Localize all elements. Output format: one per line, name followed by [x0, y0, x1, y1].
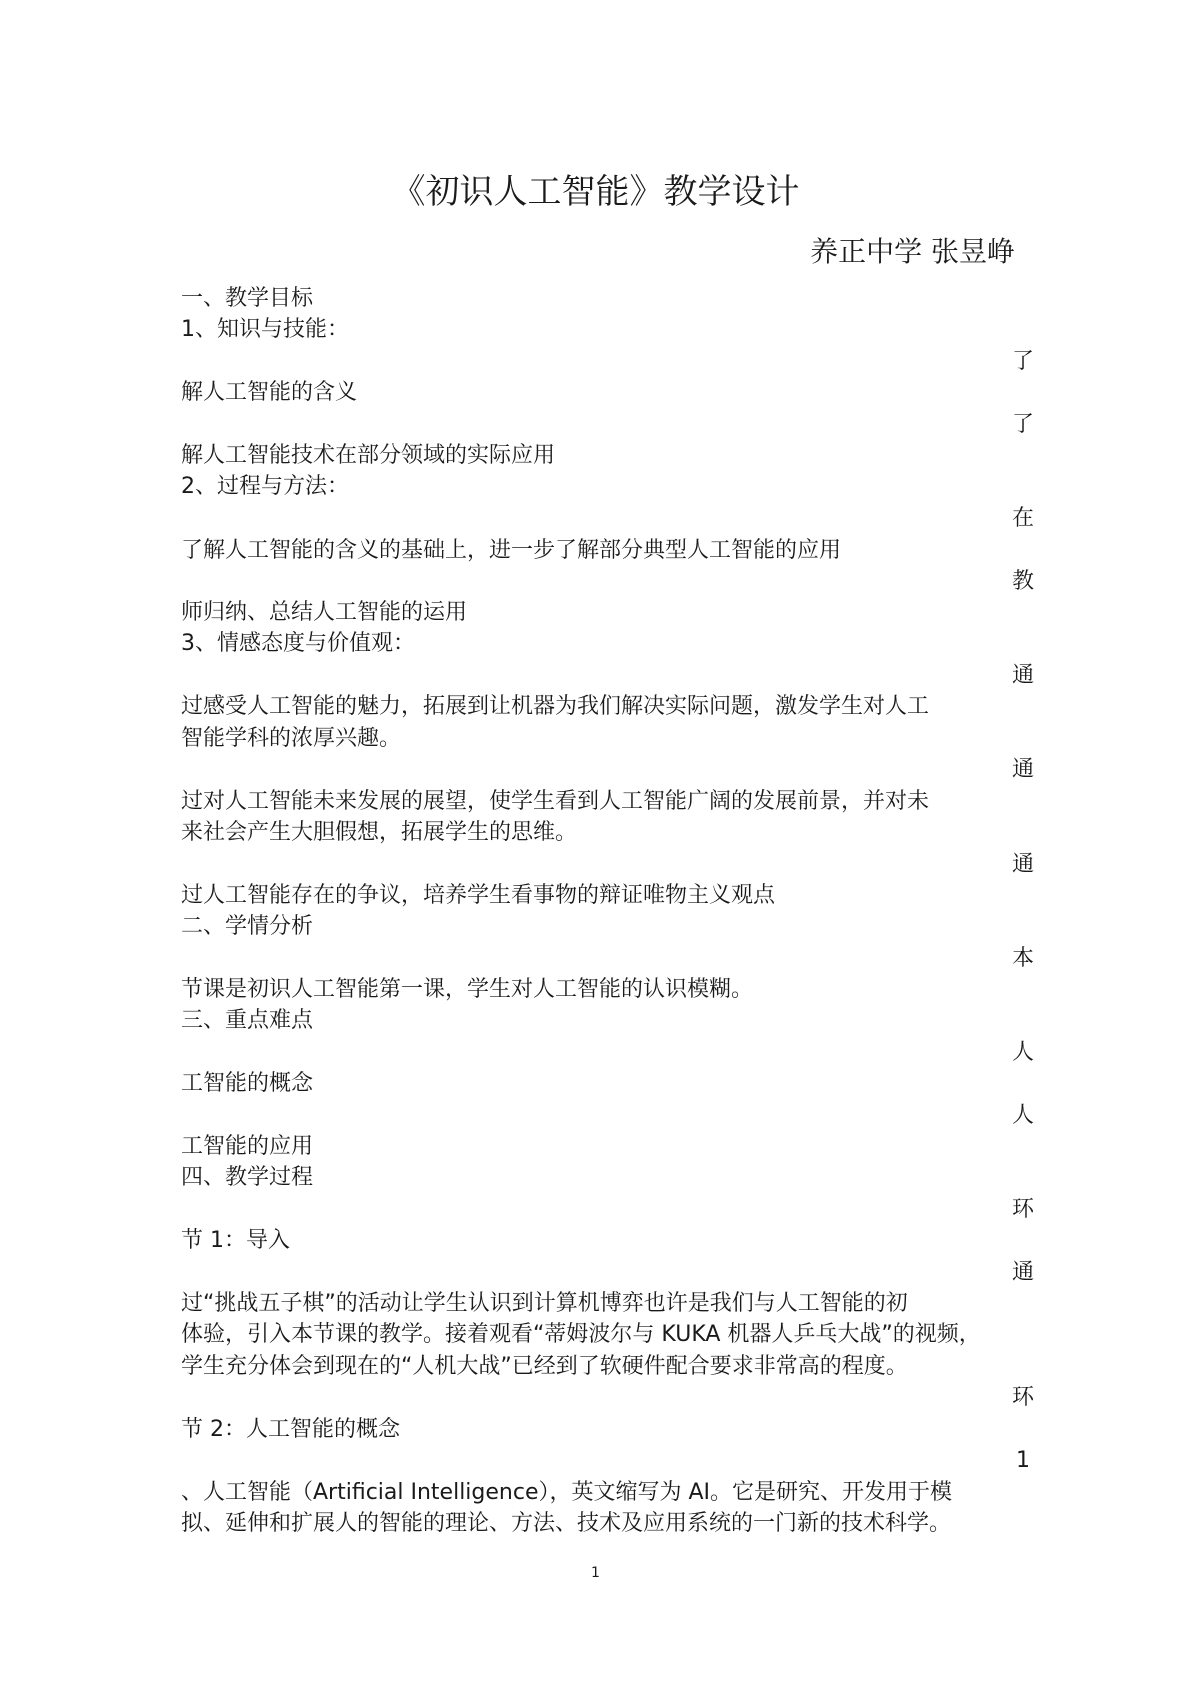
body-line: 过感受人工智能的魅力，拓展到让机器为我们解决实际问题，激发学生对人工: [181, 694, 930, 719]
body-line: 1、知识与技能：: [181, 317, 349, 342]
document-title: 《初识人工智能》教学设计: [391, 172, 800, 212]
body-line: 节 2：人工智能的概念: [181, 1417, 400, 1442]
body-line: 了解人工智能的含义的基础上，进一步了解部分典型人工智能的应用: [181, 538, 842, 563]
body-line: 智能学科的浓厚兴趣。: [181, 726, 402, 751]
body-line: 四、教学过程: [181, 1165, 314, 1190]
side-char: 1: [1016, 1448, 1030, 1473]
body-line: 过“挑战五子棋”的活动让学生认识到计算机博弈也许是我们与人工智能的初: [181, 1291, 908, 1316]
body-line: 节课是初识人工智能第一课，学生对人工智能的认识模糊。: [181, 977, 754, 1002]
body-line: 工智能的概念: [181, 1071, 314, 1096]
body-line: 解人工智能的含义: [181, 380, 358, 405]
side-char: 在: [1011, 506, 1034, 531]
body-line: 二、学情分析: [181, 914, 314, 939]
side-char: 本: [1011, 946, 1034, 971]
side-char: 环: [1011, 1385, 1034, 1410]
side-char: 人: [1011, 1103, 1034, 1128]
side-char: 通: [1011, 852, 1034, 877]
body-line: 2、过程与方法：: [181, 474, 349, 499]
body-line: 三、重点难点: [181, 1008, 314, 1033]
page-number: 1: [591, 1565, 600, 1581]
body-line: 过人工智能存在的争议，培养学生看事物的辩证唯物主义观点: [181, 883, 776, 908]
body-line: 节 1：导入: [181, 1228, 290, 1253]
document-author: 养正中学 张昱峥: [810, 235, 1015, 268]
body-line: 、人工智能（Artificial Intelligence），英文缩写为 AI。它是研究、开发用于模: [181, 1480, 953, 1505]
side-char: 环: [1011, 1197, 1034, 1222]
side-char: 人: [1011, 1040, 1034, 1065]
body-line: 一、教学目标: [181, 286, 314, 311]
side-char: 通: [1011, 663, 1034, 688]
side-char: 通: [1011, 757, 1034, 782]
side-char: 了: [1011, 412, 1034, 437]
side-char: 教: [1011, 569, 1034, 594]
body-line: 过对人工智能未来发展的展望，使学生看到人工智能广阔的发展前景，并对未: [181, 789, 930, 814]
side-char: 通: [1011, 1260, 1034, 1285]
body-line: 体验，引入本节课的教学。接着观看“蒂姆波尔与 KUKA 机器人乒乓大战”的视频，: [181, 1322, 981, 1347]
body-line: 工智能的应用: [181, 1134, 314, 1159]
side-char: 了: [1011, 349, 1034, 374]
body-line: 师归纳、总结人工智能的运用: [181, 600, 468, 625]
body-line: 解人工智能技术在部分领域的实际应用: [181, 443, 556, 468]
body-line: 学生充分体会到现在的“人机大战”已经到了软硬件配合要求非常高的程度。: [181, 1354, 908, 1379]
body-line: 3、情感态度与价值观：: [181, 631, 415, 656]
body-line: 来社会产生大胆假想，拓展学生的思维。: [181, 820, 578, 845]
body-line: 拟、延伸和扩展人的智能的理论、方法、技术及应用系统的一门新的技术科学。: [181, 1511, 952, 1536]
